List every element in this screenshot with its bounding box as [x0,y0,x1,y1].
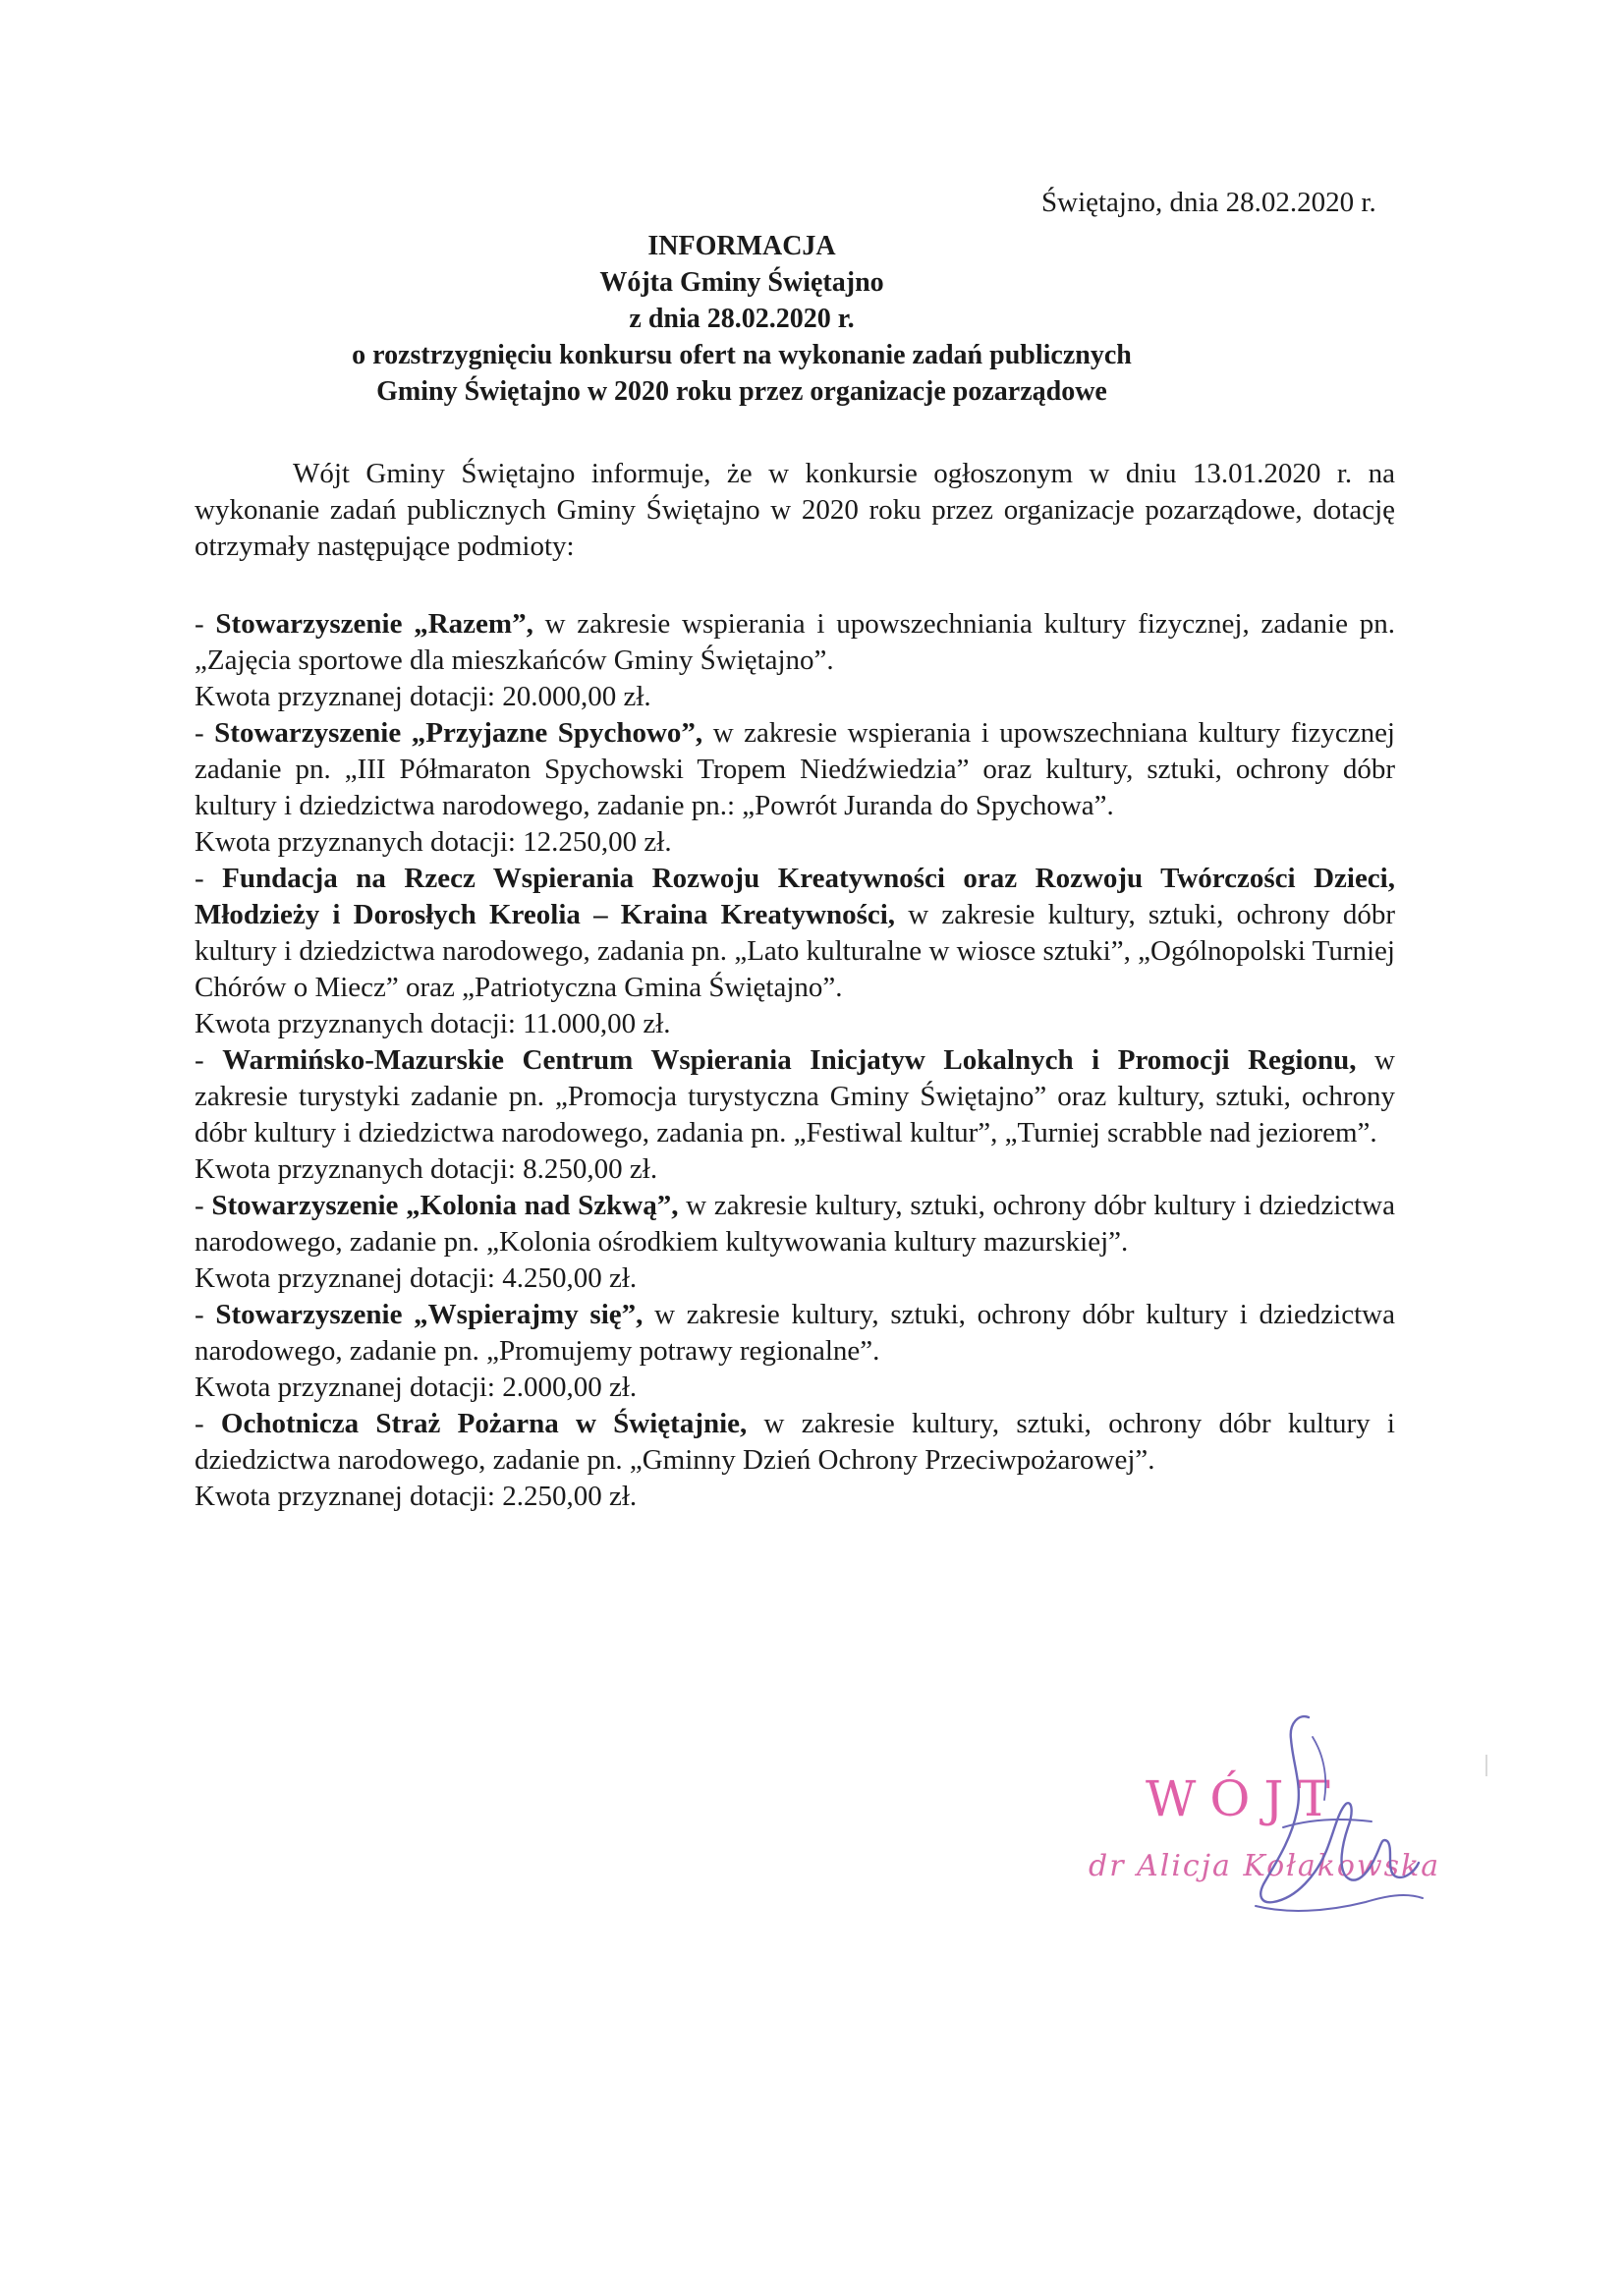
grant-entry-description [195,861,1395,1006]
organization-name: Stowarzyszenie „Kolonia nad Szkwą”, [211,1190,679,1221]
grant-entry-description [195,1042,1395,1151]
grant-entry-description [195,606,1395,679]
organization-name: Warmińsko-Mazurskie Centrum Wspierania Inicjatyw Lokalnych i Promocji Regionu, [222,1044,1357,1076]
organization-name: Stowarzyszenie „Przyjazne Spychowo”, [214,717,703,749]
task-description: w zakresie kultury, sztuki, ochrony dóbr kultury i dziedzictwa narodowego, zadania pn. „Lato kulturalne w wiosce sztuki”, „Ogólnopolski Turniej Chórów o Miecz” oraz „Patriotyczna Gmina Świętajno”. [195,899,1395,1003]
entry-prefix: - [195,1299,216,1330]
grant-amount: Kwota przyznanej dotacji: 4.250,00 zł. [195,1262,638,1294]
grant-entry [195,1042,1395,1188]
stamp-name: dr Alicja Kołakowska [1089,1849,1441,1883]
scan-edge-mark [1485,1755,1487,1776]
organization-name: Ochotnicza Straż Pożarna w Świętajnie, [220,1408,748,1439]
grant-entry-description [195,1406,1395,1479]
entry-prefix: - [195,608,216,640]
grant-amount: Kwota przyznanych dotacji: 11.000,00 zł. [195,1008,671,1039]
organization-name: Stowarzyszenie „Wspierajmy się”, [215,1299,644,1330]
header-subject-line-1: o rozstrzygnięciu konkursu ofert na wykonanie zadań publicznych [352,340,1132,370]
official-stamp-and-signature [1081,1709,1454,1926]
entry-prefix: - [195,717,215,749]
stamp-title: WÓJT [1146,1770,1344,1827]
grant-amount: Kwota przyznanej dotacji: 2.000,00 zł. [195,1372,638,1403]
task-description: w zakresie turystyki zadanie pn. „Promocja turystyczna Gminy Świętajno” oraz kultury, sztuki, ochrony dóbr kultury i dziedzictwa narodowego, zadania pn. „Festiwal kultur”, „Turniej scrabble nad jeziorem”. [195,1044,1395,1148]
entry-prefix: - [195,1190,212,1221]
header-date: z dnia 28.02.2020 r. [629,304,855,334]
entry-prefix: - [195,1044,223,1076]
grant-list [195,606,1395,1515]
header-author: Wójta Gminy Świętajno [599,267,884,298]
task-description: w zakresie wspierania i upowszechniana kultury fizycznej zadanie pn. „III Półmaraton Spychowski Tropem Niedźwiedzia” oraz kultury, sztuki, ochrony dóbr kultury i dziedzictwa narodowego, zadanie pn.: „Powrót Juranda do Spychowa”. [195,717,1395,821]
entry-prefix: - [195,863,223,894]
organization-name: Stowarzyszenie „Razem”, [215,608,533,640]
header-title: INFORMACJA [647,231,836,261]
grant-amount: Kwota przyznanej dotacji: 2.250,00 zł. [195,1481,638,1512]
task-description: w zakresie kultury, sztuki, ochrony dóbr kultury i dziedzictwa narodowego, zadanie pn. „Kolonia ośrodkiem kultywowania kultury mazurskiej”. [195,1190,1395,1258]
intro-paragraph: Wójt Gminy Świętajno informuje, że w konkursie ogłoszonym w dniu 13.01.2020 r. na wykonanie zadań publicznych Gminy Świętajno w 2020 roku przez organizacje pozarządowe, dotację otrzymały następujące podmioty: [195,458,1395,562]
grant-entry [195,715,1395,861]
handwritten-signature-icon [1081,1709,1454,1926]
grant-entry [195,606,1395,715]
grant-amount: Kwota przyznanych dotacji: 12.250,00 zł. [195,826,672,858]
grant-amount: Kwota przyznanych dotacji: 8.250,00 zł. [195,1153,658,1185]
grant-entry [195,861,1395,1042]
document-header [177,228,1307,410]
task-description: w zakresie wspierania i upowszechniania kultury fizycznej, zadanie pn. „Zajęcia sportowe dla mieszkańców Gminy Świętajno”. [195,608,1395,676]
grant-entry [195,1406,1395,1515]
grant-entry [195,1188,1395,1297]
task-description: w zakresie kultury, sztuki, ochrony dóbr kultury i dziedzictwa narodowego, zadanie pn. „Promujemy potrawy regionalne”. [195,1299,1395,1367]
grant-entry [195,1297,1395,1406]
organization-name: Fundacja na Rzecz Wspierania Rozwoju Kreatywności oraz Rozwoju Twórczości Dzieci, Młodzieży i Dorosłych Kreolia – Kraina Kreatywności, [195,863,1395,930]
grant-amount: Kwota przyznanej dotacji: 20.000,00 zł. [195,681,651,712]
grant-entry-description [195,1297,1395,1370]
task-description: w zakresie kultury, sztuki, ochrony dóbr kultury i dziedzictwa narodowego, zadanie pn. „Gminny Dzień Ochrony Przeciwpożarowej”. [195,1408,1395,1476]
grant-entry-description [195,715,1395,824]
place-and-date: Świętajno, dnia 28.02.2020 r. [1041,187,1376,218]
entry-prefix: - [195,1408,221,1439]
header-subject-line-2: Gminy Świętajno w 2020 roku przez organizacje pozarządowe [376,376,1107,407]
grant-entry-description [195,1188,1395,1260]
